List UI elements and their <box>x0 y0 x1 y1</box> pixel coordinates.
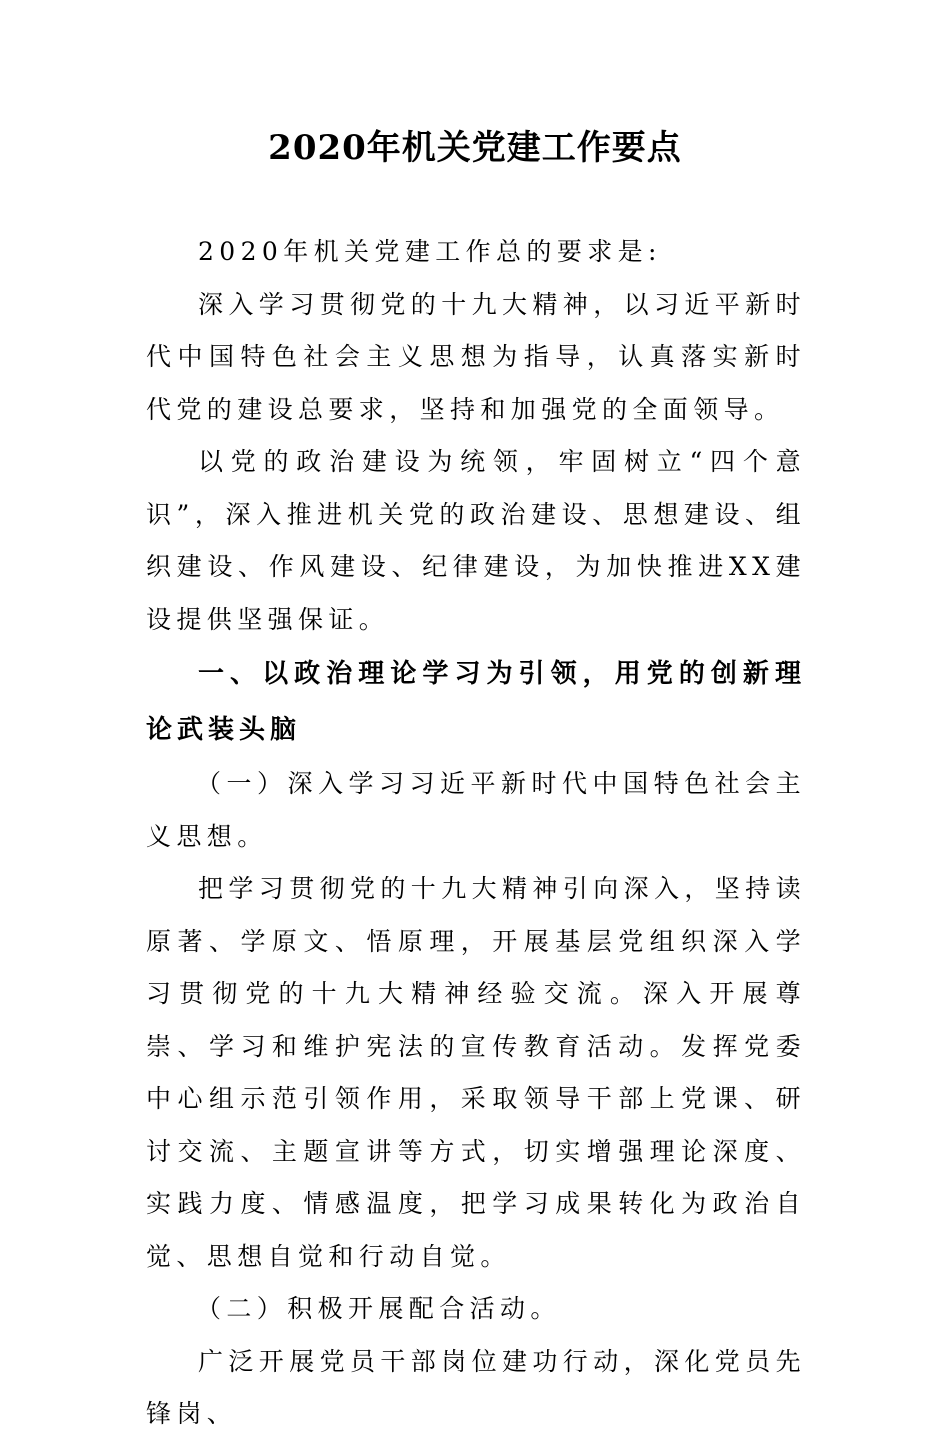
document-title: 2020年机关党建工作要点 <box>268 128 682 168</box>
document-body <box>146 226 806 1441</box>
paragraph-guiding-thought: 深入学习贯彻党的十九大精神，以习近平新时代中国特色社会主义思想为指导，认真落实新时代党的建设总要求，坚持和加强党的全面领导。 <box>146 289 807 424</box>
paragraph-activities: 广泛开展党员干部岗位建功行动，深化党员先锋岗、 <box>146 1346 807 1428</box>
paragraph-political-building: 以党的政治建设为统领，牢固树立“四个意识”，深入推进机关党的政治建设、思想建设、组织建设、作风建设、纪律建设，为加快推进XX建设提供坚强保证。 <box>146 447 806 634</box>
subsection-heading-1: （一）深入学习习近平新时代中国特色社会主义思想。 <box>146 769 806 851</box>
paragraph-study-spirit: 把学习贯彻党的十九大精神引向深入，坚持读原著、学原文、悟原理，开展基层党组织深入学习贯彻党的十九大精神经验交流。深入开展尊崇、学习和维护宪法的宣传教育活动。发挥党委中心组示范引领作用，采取领导干部上党课、研讨交流、主题宣讲等方式，切实增强理论深度、实践力度、情感温度，把学习成果转化为政治自觉、思想自觉和行动自觉。 <box>146 874 807 1271</box>
paragraph-intro: 2020年机关党建工作总的要求是: <box>198 237 662 266</box>
subsection-heading-2: （二）积极开展配合活动。 <box>196 1294 561 1323</box>
section-heading-1: 一、以政治理论学习为引领，用党的创新理论武装头脑 <box>146 659 806 745</box>
